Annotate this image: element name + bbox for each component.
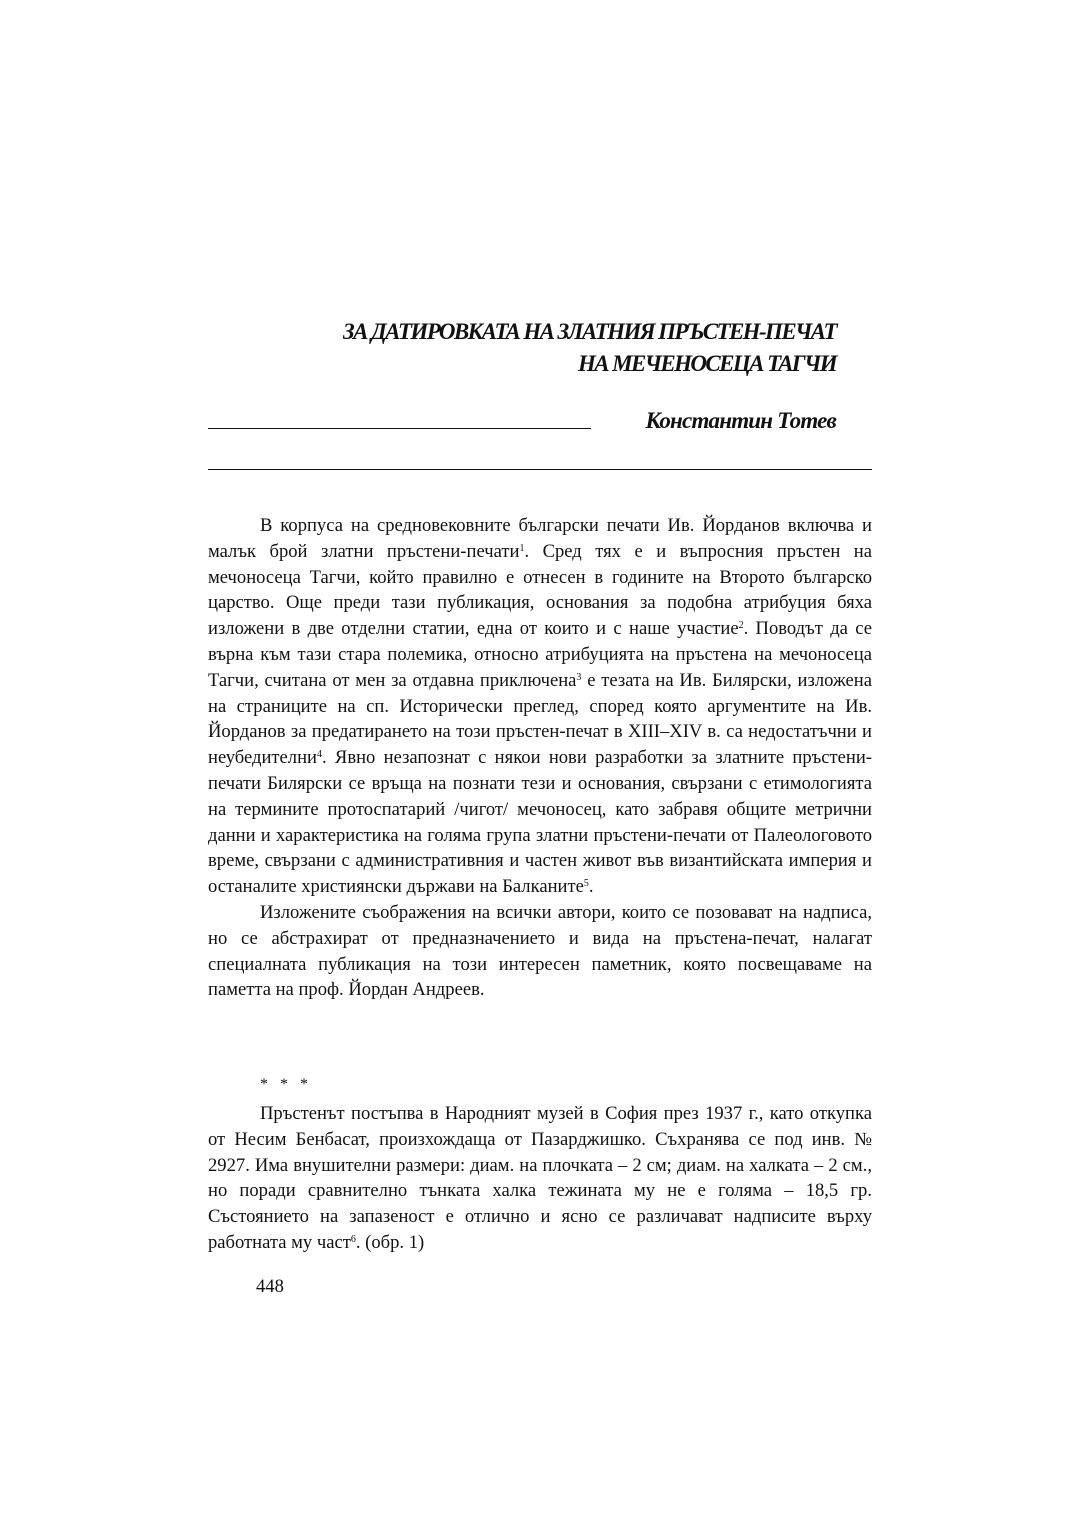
footnote-ref: 5 xyxy=(583,878,589,890)
body-text-block xyxy=(208,1101,872,1256)
paragraph-description: Пръстенът постъпва в Народният музей в София през 1937 г., като откупка от Несим Бенбасат, произхождаща от Пазарджишко. Съхранява се под инв. № 2927. Има внушителни размери: диам. на плочката – 2 см; диам. на халката – 2 см., но поради сравнително тънката халка тежината му не е голяма – 18,5 гр. Състоянието на запазеност е отлично и ясно се различават надписите върху работната му част$^6$. (обр. 1) xyxy=(208,1103,872,1253)
footnote-ref: 4 xyxy=(316,749,322,761)
footnote-ref: 2 xyxy=(738,620,744,632)
paragraph-intro: В корпуса на средновековните български печати Ив. Йорданов включва и малък брой златни пръстени-печати$^1$. Сред тях е и въпросния пръстен на мечоносеца Тагчи, който правилно е отнесен в годините на Второто българско царство. Още преди тази публикация, основания за подобна атрибуция бяха изложени в две отделни статии, една от които и с наше участие$^2$. Поводът да се върна към тази стара полемика, относно атрибуцията на пръстена на мечоносеца Тагчи, считана от мен за отдавна приключена$^3$ е тезата на Ив. Билярски, изложена на страниците на сп. Исторически преглед, според която аргументите на Ив. Йорданов за предатирането на този пръстен-печат в XIII–XIV в. са недостатъчни и неубедителни$^4$. Явно незапознат с някои нови разработки за златните пръстени-печати Билярски се връща на познати тези и основания, свързани с етимологията на термините протоспатарий /чигот/ мечоносец, като забравя общите метрични данни и характеристика на голяма група златни пръстени-печати от Палеологовото време, свързани с административния и частен живот във византийската империя и останалите християнски държави на Балканите$^5$. xyxy=(208,515,872,898)
header-divider xyxy=(208,469,872,470)
footnote-ref: 1 xyxy=(519,542,525,554)
page-number: 448 xyxy=(256,1276,284,1297)
author-name: Константин Тотев xyxy=(645,408,836,433)
footnote-ref: 3 xyxy=(576,671,582,683)
footnote-ref: 6 xyxy=(350,1233,356,1245)
author-rule xyxy=(208,428,591,429)
section-divider: * * * xyxy=(260,1076,312,1093)
article-title-line-2: НА МЕЧЕНОСЕЦА ТАГЧИ xyxy=(577,351,836,376)
article-title-line-1: ЗА ДАТИРОВКАТА НА ЗЛАТНИЯ ПРЪСТЕН-ПЕЧАТ xyxy=(343,319,836,344)
paragraph-purpose: Изложените съображения на всички автори, които се позовават на надписа, но се абстрахират от предназначението и вида на пръстена-печат, налагат специалната публикация на този интересен паметник, която посвещаваме на паметта на проф. Йордан Андреев. xyxy=(208,901,872,1001)
body-text-block xyxy=(208,513,872,1003)
